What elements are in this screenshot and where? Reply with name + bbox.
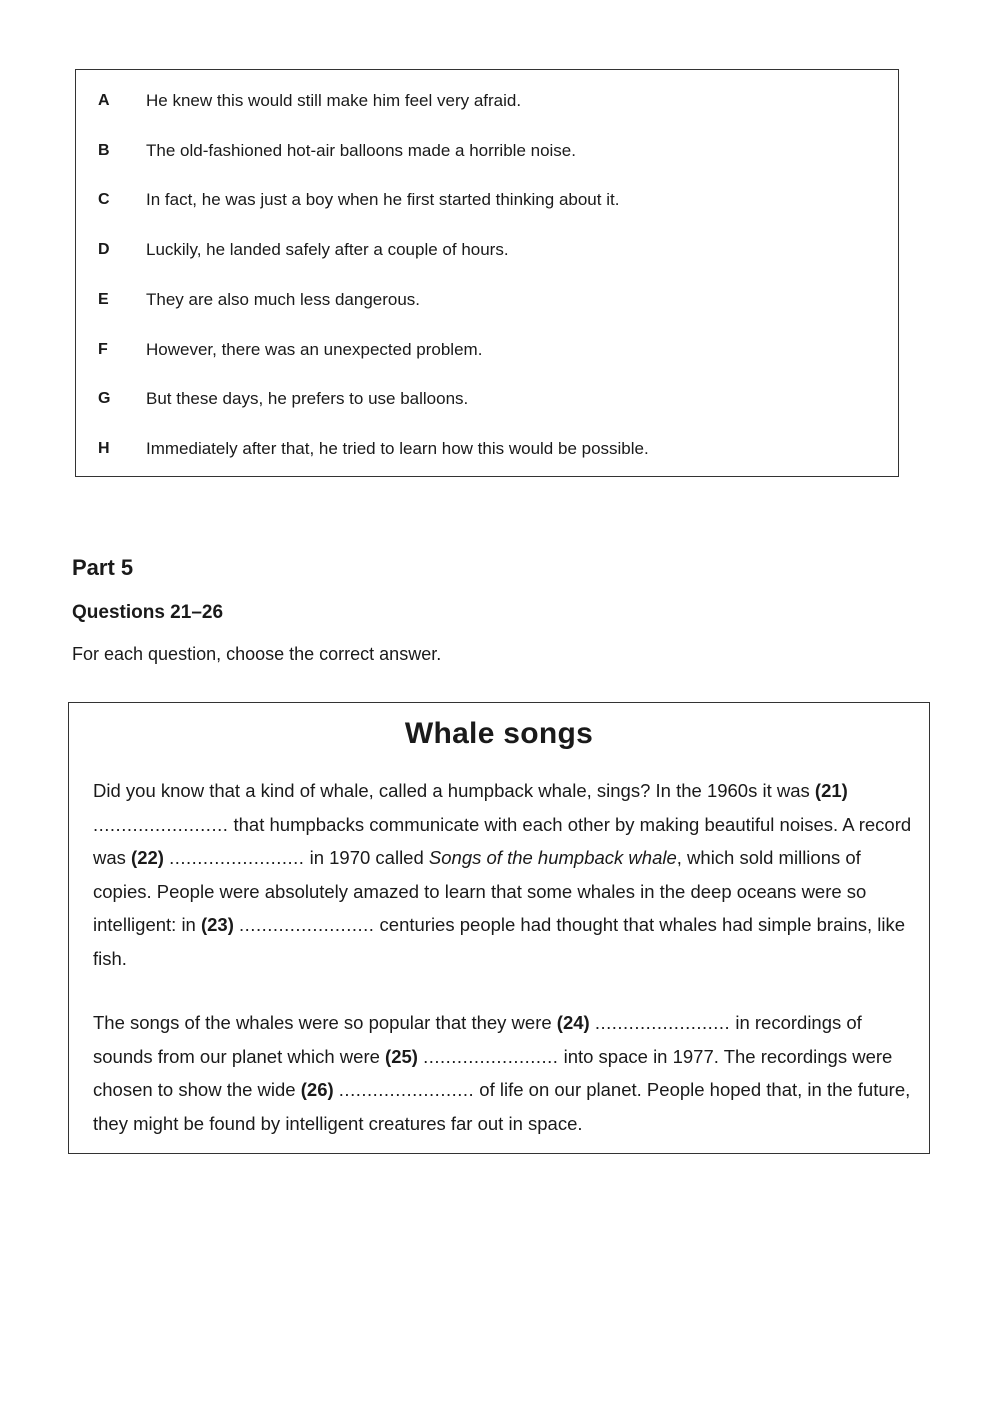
text-run: , which sold millions of copies. People were absolutely amazed to learn that some whales in the deep oceans were so intelligent: in <box>93 847 867 936</box>
option-e <box>76 286 898 314</box>
instruction: For each question, choose the correct answer. <box>72 644 442 664</box>
text-run: of life on our planet. People hoped that, in the future, they might be found by intelligent creatures far out in space. <box>93 1079 911 1134</box>
gap-25-number: (25) <box>385 1045 418 1067</box>
option-a <box>76 87 898 115</box>
option-letter: E <box>98 291 109 308</box>
gap-21-blank: ........................ <box>93 813 229 835</box>
option-letter: H <box>98 440 110 457</box>
option-letter: G <box>98 390 111 407</box>
gap-25-blank: ........................ <box>423 1045 559 1067</box>
gap-23-blank: ........................ <box>239 914 375 936</box>
gap-22-number: (22) <box>131 847 164 869</box>
option-h <box>76 435 898 463</box>
gap-23-number: (23) <box>200 914 234 936</box>
option-letter: C <box>98 191 110 208</box>
text-run: Did you know that a kind of whale, called a humpback whale, sings? In the 1960s it was <box>93 780 815 801</box>
gap-26-number: (26) <box>300 1079 334 1101</box>
gap-26-blank: ........................ <box>338 1079 475 1101</box>
option-text: Immediately after that, he tried to learn how this would be possible. <box>146 439 649 458</box>
option-b <box>76 137 898 165</box>
text-run: that humpbacks communicate with each other by making beautiful noises. A record was <box>93 813 912 869</box>
gap-22-blank: ........................ <box>169 847 305 869</box>
option-text: But these days, he prefers to use balloons. <box>146 389 469 408</box>
option-letter: D <box>98 241 110 258</box>
questions-title: Questions 21–26 <box>72 602 224 623</box>
option-letter: B <box>98 142 110 159</box>
option-text: However, there was an unexpected problem. <box>146 340 483 359</box>
article-paragraph-1 <box>93 774 913 976</box>
option-c <box>76 186 898 214</box>
options-box <box>75 69 899 477</box>
record-title: Songs of the humpback whale <box>428 847 677 869</box>
option-g <box>76 385 898 413</box>
option-d <box>76 236 898 264</box>
text-run: The songs of the whales were so popular that they were <box>93 1012 557 1033</box>
article-paragraph-2 <box>93 1006 913 1140</box>
text-run: into space in 1977. The recordings were chosen to show the wide <box>93 1045 893 1101</box>
gap-24-blank: ........................ <box>594 1012 731 1033</box>
option-letter: F <box>98 341 108 358</box>
option-text: The old-fashioned hot-air balloons made a horrible noise. <box>146 141 576 160</box>
article-title: Whale songs <box>404 717 594 750</box>
option-text: In fact, he was just a boy when he first started thinking about it. <box>146 190 620 209</box>
option-text: Luckily, he landed safely after a couple of hours. <box>146 240 509 259</box>
text-run: in 1970 called <box>304 847 429 869</box>
part-title: Part 5 <box>72 555 134 580</box>
article-box <box>68 702 930 1154</box>
text-run: in recordings of sounds from our planet which were <box>93 1012 862 1067</box>
option-text: They are also much less dangerous. <box>146 290 421 309</box>
text-run: centuries people had thought that whales had simple brains, like fish. <box>93 914 906 969</box>
option-letter: A <box>98 92 110 109</box>
gap-21-number: (21) <box>814 780 848 801</box>
option-f <box>76 336 898 364</box>
option-text: He knew this would still make him feel very afraid. <box>146 91 522 110</box>
gap-24-number: (24) <box>556 1012 590 1033</box>
